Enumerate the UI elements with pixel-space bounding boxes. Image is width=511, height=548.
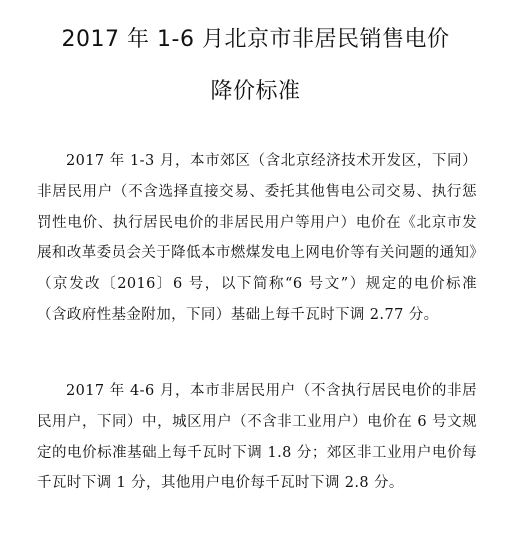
document-title-line-2: 降价标准 — [210, 79, 301, 104]
paragraph-jan-mar: 2017 年 1-3 月，本市郊区（含北京经济技术开发区，下同）非居民用户（不含选择直接交易、委托其他售电公司交易、执行惩罚性电价、执行居民电价的非居民用户等用户）电价在《北京市发展和改革委员会关于降低本市燃煤发电上网电价等有关问题的通知》（京发改〔2016〕6 号，以下简称“6 号文”）规定的电价标准（含政府性基金附加，下同）基础上每千瓦时下调 2.77 分。 — [37, 153, 477, 323]
document-title-line-1: 2017 年 1-6 月北京市非居民销售电价 — [61, 27, 450, 52]
paragraph-apr-jun: 2017 年 4-6 月，本市非居民用户（不含执行居民电价的非居民用户，下同）中，城区用户（不含非工业用户）电价在 6 号文规定的电价标准基础上每千瓦时下调 1.8 分；郊区非工业用户电价每千瓦时下调 1 分，其他用户电价每千瓦时下调 2.8 分。 — [37, 383, 477, 492]
